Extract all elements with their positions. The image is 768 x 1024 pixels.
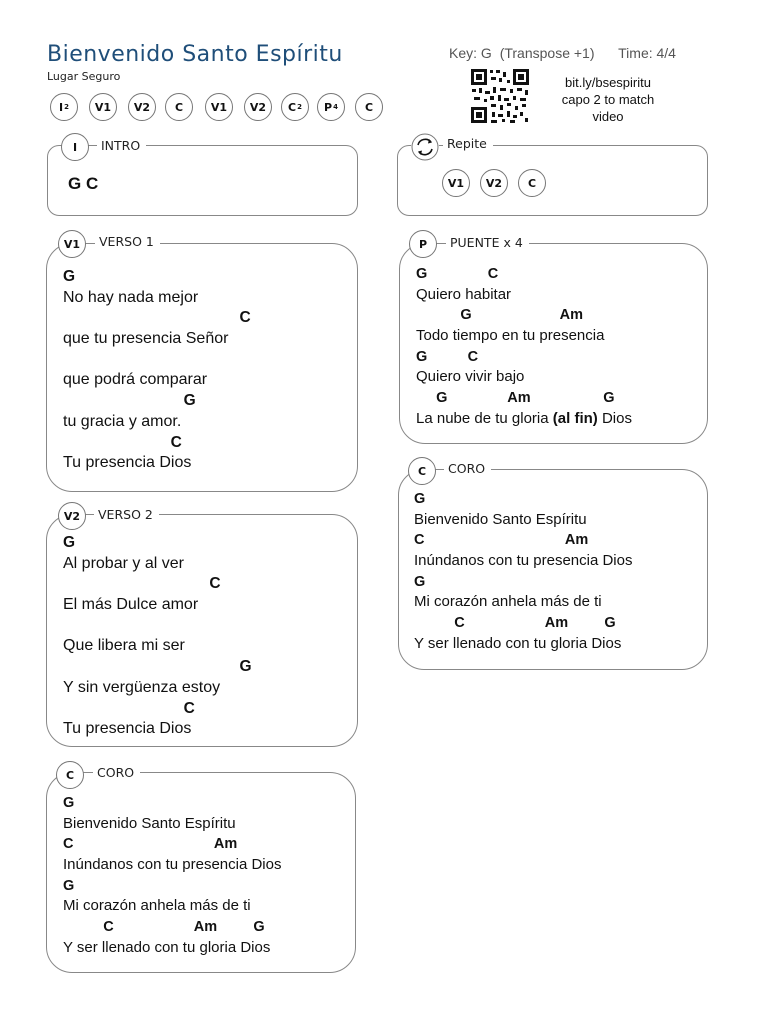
order-pill-c[interactable]: C 2 bbox=[281, 93, 309, 121]
chord-line: G C bbox=[416, 266, 499, 282]
repite-pill-v2[interactable]: V2 bbox=[480, 169, 508, 197]
lyric-line: Y ser llenado con tu gloria Dios bbox=[63, 938, 271, 956]
chord-line: C bbox=[63, 309, 251, 327]
lyric-line: Inúndanos con tu presencia Dios bbox=[414, 552, 633, 570]
lyric-line: Quiero vivir bajo bbox=[416, 368, 525, 386]
lyric-line: La nube de tu gloria (al fin) Dios bbox=[416, 409, 632, 427]
lyric-line: Bienvenido Santo Espíritu bbox=[414, 510, 587, 528]
chord-line: G bbox=[414, 573, 426, 590]
lyric-line: Mi corazón anhela más de ti bbox=[63, 897, 251, 915]
puente-badge: P bbox=[409, 230, 437, 258]
chord-line: C bbox=[63, 575, 221, 593]
lyric-line: Mi corazón anhela más de ti bbox=[414, 593, 602, 611]
song-title: Bienvenido Santo Espíritu bbox=[47, 42, 343, 67]
lyric-line: Quiero habitar bbox=[416, 285, 512, 303]
lyric-line: tu gracia y amor. bbox=[63, 412, 182, 430]
lyric-line: El más Dulce amor bbox=[63, 596, 199, 614]
verse2-lyrics bbox=[63, 533, 252, 740]
lyric-line: que podrá comparar bbox=[63, 371, 208, 389]
video-link[interactable]: bit.ly/bsespiritu bbox=[565, 75, 651, 90]
chord-line: C Am bbox=[63, 836, 238, 853]
order-pill-v1[interactable]: V1 bbox=[89, 93, 117, 121]
order-pill-v2[interactable]: V2 bbox=[244, 93, 272, 121]
repite-pill-v1[interactable]: V1 bbox=[442, 169, 470, 197]
puente-label: PUENTE x 4 bbox=[446, 235, 529, 250]
coro-left-label: CORO bbox=[93, 765, 140, 780]
transpose-label: (Transpose +1) bbox=[499, 45, 595, 61]
puente-lyrics bbox=[416, 264, 632, 430]
order-pill-c[interactable]: C bbox=[355, 93, 383, 121]
chord-line: G bbox=[63, 392, 196, 410]
lyric-line: Inúndanos con tu presencia Dios bbox=[63, 856, 282, 874]
lyric-line: Y sin vergüenza estoy bbox=[63, 678, 221, 696]
video-info bbox=[548, 74, 668, 125]
time-signature: Time: 4/4 bbox=[618, 45, 676, 61]
verse2-label: VERSO 2 bbox=[94, 507, 159, 522]
chord-line: G bbox=[63, 658, 252, 676]
key-label: Key: G bbox=[449, 45, 492, 61]
lyric-line: Al probar y al ver bbox=[63, 554, 184, 572]
intro-chords bbox=[68, 174, 98, 195]
repite-pill-c[interactable]: C bbox=[518, 169, 546, 197]
chord-line: G bbox=[63, 877, 75, 894]
lyric-line: Que libera mi ser bbox=[63, 637, 185, 655]
chord-line: C bbox=[63, 433, 182, 451]
chord-line: C bbox=[63, 699, 195, 717]
lyric-line: No hay nada mejor bbox=[63, 288, 199, 306]
chord-line: G bbox=[63, 795, 75, 811]
lyric-line: Tu presencia Dios bbox=[63, 720, 192, 738]
lyric-line: Tu presencia Dios bbox=[63, 454, 192, 472]
lyric-line: Todo tiempo en tu presencia bbox=[416, 327, 605, 345]
verse1-label: VERSO 1 bbox=[95, 234, 160, 249]
lyric-line: Bienvenido Santo Espíritu bbox=[63, 814, 236, 832]
coro-left-badge: C bbox=[56, 761, 84, 789]
chord-line: G Am bbox=[416, 307, 584, 324]
coro-left-lyrics bbox=[63, 793, 281, 959]
lyric-line: Y ser llenado con tu gloria Dios bbox=[414, 634, 622, 652]
key-info bbox=[449, 45, 680, 61]
order-pill-v2[interactable]: V2 bbox=[128, 93, 156, 121]
order-pill-c[interactable]: C bbox=[165, 93, 193, 121]
chord-line: G C bbox=[416, 348, 479, 365]
intro-chord-line: G C bbox=[68, 174, 99, 193]
chord-line: C Am bbox=[414, 532, 589, 549]
chord-line: G bbox=[63, 534, 76, 551]
qr-code-icon[interactable] bbox=[470, 68, 530, 124]
chord-line: G bbox=[414, 491, 426, 507]
lyric-line: que tu presencia Señor bbox=[63, 330, 229, 348]
chord-line: C Am G bbox=[63, 919, 265, 936]
chord-line: C Am G bbox=[414, 615, 616, 632]
chord-line bbox=[63, 350, 251, 371]
coro-right-label: CORO bbox=[444, 461, 491, 476]
capo-note: capo 2 to match video bbox=[561, 92, 655, 124]
chord-line: G Am G bbox=[416, 390, 615, 407]
artist-name: Lugar Seguro bbox=[47, 70, 121, 83]
order-pill-v1[interactable]: V1 bbox=[205, 93, 233, 121]
intro-badge: I bbox=[61, 133, 89, 161]
verse1-badge: V1 bbox=[58, 230, 86, 258]
verse1-lyrics bbox=[63, 267, 251, 474]
order-pill-i[interactable]: I 2 bbox=[50, 93, 78, 121]
chord-line bbox=[63, 616, 252, 637]
repeat-icon bbox=[411, 133, 439, 161]
intro-label: INTRO bbox=[97, 138, 146, 153]
order-pill-p[interactable]: P 4 bbox=[317, 93, 345, 121]
coro-right-lyrics bbox=[414, 489, 632, 655]
repite-label: Repite bbox=[443, 136, 493, 151]
coro-right-badge: C bbox=[408, 457, 436, 485]
chord-line: G bbox=[63, 268, 76, 285]
verse2-badge: V2 bbox=[58, 502, 86, 530]
